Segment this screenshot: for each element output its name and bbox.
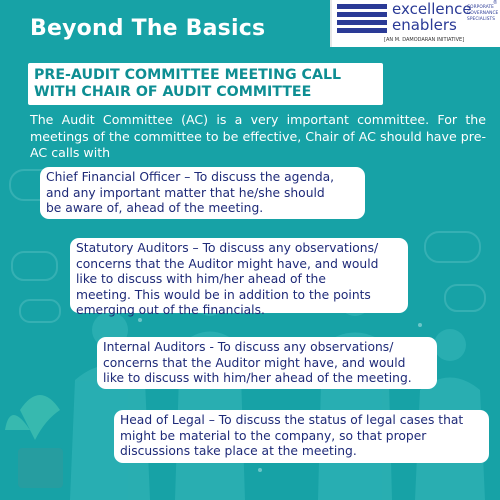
logo-tagline: [AN M. DAMODARAN INITIATIVE] [384, 37, 465, 43]
card-chief-financial-officer [40, 167, 365, 219]
card-text: Head of Legal – To discuss the status of legal cases that might be material to the company, so that proper discussions take place at the meeting. [120, 413, 464, 458]
company-logo [330, 0, 500, 47]
logo-word-excellence: excellence [392, 0, 472, 18]
card-text: Internal Auditors - To discuss any observations/ concerns that the Auditor might have, and would like to discuss with him/her ahead of the meeting. [103, 340, 412, 385]
section-title-line-1: PRE-AUDIT COMMITTEE MEETING CALL [34, 67, 342, 83]
card-internal-auditors [97, 337, 437, 389]
card-text: Statutory Auditors – To discuss any observations/ concerns that the Auditor might have, and would like to discuss with him/her ahead of the meeting. This would be in addition to the points emerging out of the financials. [76, 241, 379, 317]
logo-registered-mark: ® [493, 0, 497, 6]
logo-bars-icon [337, 4, 387, 34]
logo-side-text: CORPORATE GOVERNANCE SPECIALISTS [467, 5, 499, 22]
section-title-box [28, 63, 383, 105]
intro-paragraph: The Audit Committee (AC) is a very important committee. For the meetings of the committee to be effective, Chair of AC should have pre-AC calls with [30, 112, 486, 160]
card-text: Chief Financial Officer – To discuss the agenda, and any important matter that he/she should be aware of, ahead of the meeting. [46, 170, 335, 215]
card-statutory-auditors [70, 238, 408, 317]
section-title-line-2: WITH CHAIR OF AUDIT COMMITTEE [34, 84, 312, 100]
page-header-title: Beyond The Basics [30, 16, 266, 41]
logo-word-enablers: enablers [392, 16, 457, 34]
card-head-of-legal [114, 410, 489, 463]
